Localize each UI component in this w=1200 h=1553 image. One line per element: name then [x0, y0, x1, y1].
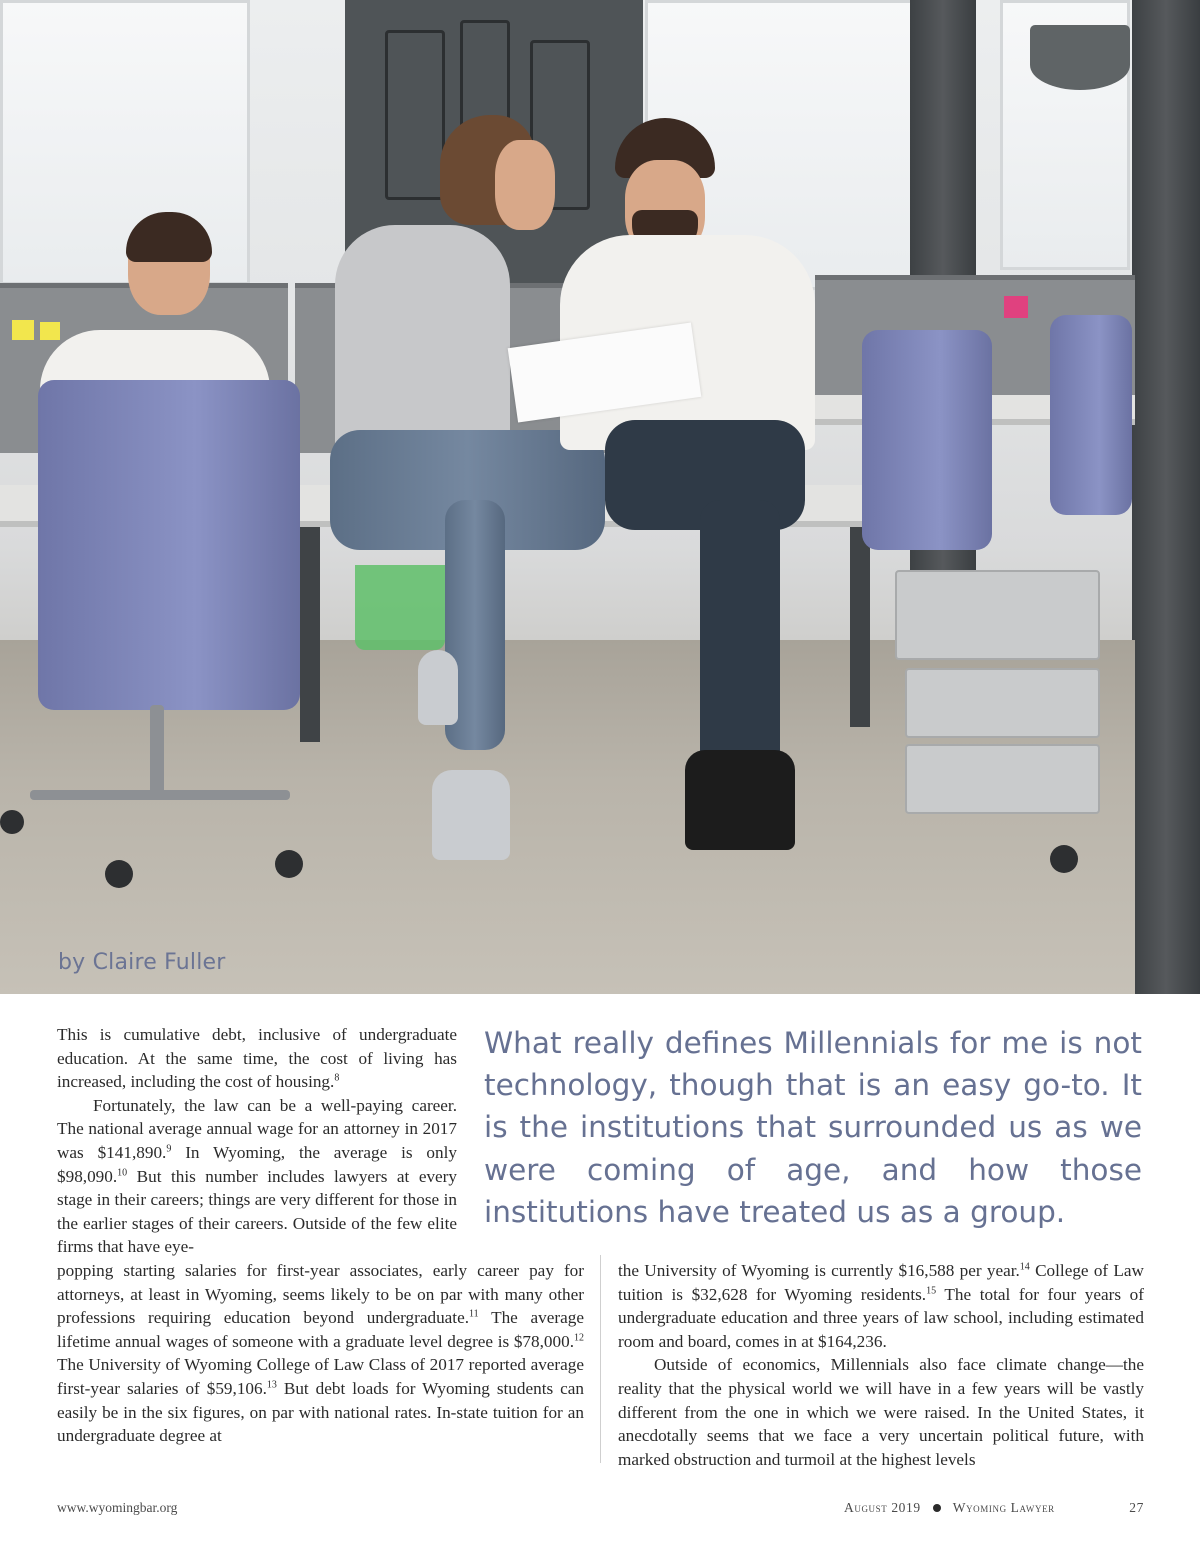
text-line: This is cumulative debt, inclusive of undergraduate [57, 1025, 457, 1044]
chair-base [150, 705, 164, 795]
desk-leg [850, 527, 870, 727]
issue-date: August 2019 [844, 1500, 921, 1515]
text-run: Outside of economics, Millennials also face climate change—the reality that the physical world we will have in a few years will be vastly different from the one in which we were raised. In the United States, it anecdotally seems that we face a very uncertain political future, with marked obstruction and turmoil at the highest levels [618, 1355, 1144, 1469]
filing-cabinet [895, 570, 1100, 660]
text-run: the University of Wyoming is currently $16,588 per year. [618, 1261, 1020, 1280]
desk-leg [300, 527, 320, 742]
footer-website: www.wyomingbar.org [57, 1500, 178, 1515]
text-run: The average lifetime annual wages of someone with a graduate level degree is $78,000. [57, 1308, 584, 1351]
footnote-ref: 14 [1019, 1261, 1030, 1273]
woman-shoe [418, 650, 458, 725]
chair-wheel [1050, 845, 1078, 873]
text-run: In Wyoming, the average is only $98,090. [57, 1142, 457, 1186]
byline: by Claire Fuller [58, 950, 226, 975]
page-number: 27 [1129, 1500, 1144, 1515]
sticky-note [1004, 296, 1028, 318]
text-run: popping starting salaries for first-year associates, early career pay for attorneys, at least in Wyoming, seems likely to be on par with many other professions requiring education beyond undergraduate. [57, 1261, 584, 1328]
filing-cabinet [905, 668, 1100, 738]
chair-wheel [105, 860, 133, 888]
text-run: The University of Wyoming College of Law Class of 2017 reported average first-year salaries of $59,106. [57, 1355, 584, 1398]
right-column [618, 1259, 1144, 1471]
man-trousers [700, 500, 780, 770]
text-run: Fortunately, the law can be a well-paying career. The national average annual wage for an attorney in 2017 was $141,890. [57, 1095, 457, 1162]
recycle-bin [355, 565, 445, 650]
text-run: But this number includes lawyers at every stage in their careers; things are very different for those in the earlier stages of their careers. Outside of the few elite firms that have eye- [57, 1166, 457, 1257]
filing-cabinet [905, 744, 1100, 814]
text-run: The total for four years of undergraduate education and three years of law school, including estimated room and board, comes in at $164,236. [618, 1284, 1144, 1351]
footnote-ref: 9 [166, 1143, 172, 1155]
chair-base [30, 790, 290, 800]
footer-issue-info [844, 1500, 1144, 1516]
pull-quote [484, 1022, 1142, 1233]
glass-door-frame [1132, 0, 1200, 994]
paragraph [57, 1094, 457, 1259]
column-divider [600, 1255, 601, 1463]
sticky-note [40, 322, 60, 340]
footnote-ref: 10 [117, 1166, 128, 1178]
chair-wheel [275, 850, 303, 878]
footnote-ref: 11 [469, 1308, 479, 1320]
woman-shoe [432, 770, 510, 860]
paragraph [618, 1353, 1144, 1471]
paragraph [57, 1259, 584, 1448]
office-window-left [0, 0, 250, 285]
wall-pipe [385, 30, 445, 200]
pendant-lamp [1030, 25, 1130, 90]
bullet-separator [933, 1504, 941, 1512]
paragraph [618, 1259, 1144, 1353]
text-run: But debt loads for Wyoming students can easily be in the six figures, on par with national rates. In-state tuition for an undergraduate degree at [57, 1378, 584, 1446]
footnote-ref: 13 [266, 1379, 277, 1391]
footnote-ref: 8 [334, 1072, 340, 1084]
office-chair-blue [862, 330, 992, 550]
left-column [57, 1023, 457, 1259]
office-chair-blue [1050, 315, 1132, 515]
office-chair-blue [38, 380, 300, 710]
wide-column [57, 1259, 584, 1448]
pull-quote-text: What really defines Millennials for me is not technology, though that is an easy go-to. It is the institutions that surrounded us as we were coming of age, and how those institutions have treated us as a group. [484, 1026, 1142, 1229]
text-run: College of Law tuition is $32,628 for Wyoming residents. [618, 1261, 1144, 1304]
text-line [57, 1070, 457, 1094]
text-run: increased, including the cost of housing. [57, 1072, 335, 1092]
paragraph [57, 1023, 457, 1094]
chair-wheel [0, 810, 24, 834]
footnote-ref: 15 [926, 1284, 937, 1296]
woman-face [495, 140, 555, 230]
sticky-note [12, 320, 34, 340]
text-line: education. At the same time, the cost of living has [57, 1048, 457, 1068]
man-shoe [685, 750, 795, 850]
footnote-ref: 12 [574, 1332, 584, 1344]
publication-name: Wyoming Lawyer [952, 1500, 1055, 1515]
